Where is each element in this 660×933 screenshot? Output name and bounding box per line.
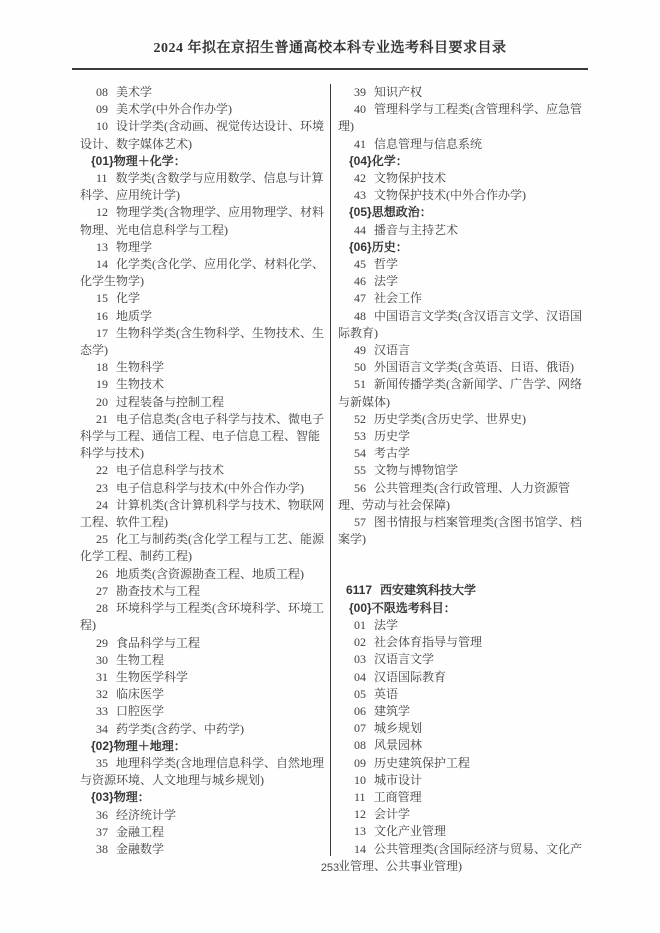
major-entry	[80, 101, 328, 118]
major-entry	[338, 273, 592, 290]
entry-code: 34	[96, 721, 108, 736]
entry-text: 汉语国际教育	[374, 669, 447, 684]
major-entry	[338, 806, 592, 823]
entry-code: 17	[96, 325, 108, 340]
entry-text: 文物与博物馆学	[374, 463, 459, 478]
major-entry	[80, 755, 328, 789]
entry-code: 21	[96, 411, 108, 426]
entry-code: 51	[354, 377, 366, 392]
major-entry	[338, 669, 592, 686]
major-entry	[338, 359, 592, 376]
section-heading	[338, 239, 592, 256]
entry-text: 图书情报与档案管理类(含图书馆学、档案学)	[338, 515, 582, 547]
entry-text: 电子信息科学与技术(中外合作办学)	[116, 480, 304, 495]
entry-code: 10	[96, 119, 108, 134]
entry-code: 12	[354, 807, 366, 822]
entry-text: {05}思想政治：	[349, 205, 432, 220]
entry-text: 化学类(含化学、应用化学、材料化学、化学生物学)	[80, 257, 324, 289]
entry-text: 法学	[374, 274, 399, 289]
entry-text: 知识产权	[374, 85, 423, 99]
entry-text: 电子信息类(含电子科学与技术、微电子科学与工程、通信工程、电子信息工程、智能科学与技术)	[80, 411, 324, 461]
entry-text: 临床医学	[116, 687, 165, 702]
entry-code: 49	[354, 343, 366, 358]
major-entry	[80, 824, 328, 841]
major-entry	[338, 342, 592, 359]
entry-code: 38	[96, 841, 108, 856]
entry-text: {03}物理：	[91, 790, 150, 805]
page-title: 2024 年拟在京招生普通高校本科专业选考科目要求目录	[153, 41, 507, 56]
major-entry	[80, 686, 328, 703]
section-heading	[338, 153, 592, 170]
entry-code: 57	[354, 515, 366, 530]
section-heading	[338, 204, 592, 221]
page-number: 253	[320, 862, 340, 874]
entry-code: 39	[354, 85, 366, 99]
entry-text: 经济统计学	[116, 807, 177, 822]
major-entry	[80, 170, 328, 204]
entry-text: 建筑学	[374, 703, 411, 718]
major-entry	[80, 394, 328, 411]
entry-code: 14	[354, 841, 366, 856]
entry-text: 环境科学与工程类(含环境科学、环境工程)	[80, 601, 324, 633]
entry-code: 55	[354, 463, 366, 478]
major-entry	[338, 617, 592, 634]
entry-text: 化学	[116, 291, 141, 306]
entry-code: 46	[354, 274, 366, 289]
entry-code: 06	[354, 703, 366, 718]
entry-text: 化工与制药类(含化学工程与工艺、能源化学工程、制药工程)	[80, 532, 324, 564]
entry-text: 历史建筑保护工程	[374, 755, 471, 770]
major-entry	[338, 462, 592, 479]
major-entry	[338, 376, 592, 410]
section-heading	[80, 789, 328, 806]
major-entry	[80, 635, 328, 652]
entry-code: 25	[96, 532, 108, 547]
entry-text: 外国语言文学类(含英语、日语、俄语)	[374, 360, 574, 375]
entry-code: 24	[96, 497, 108, 512]
entry-text: 社会体育指导与管理	[374, 635, 483, 650]
entry-text: 文物保护技术(中外合作办学)	[374, 188, 526, 203]
entry-code: 13	[96, 239, 108, 254]
major-entry	[338, 634, 592, 651]
major-entry	[338, 256, 592, 273]
major-entry	[338, 720, 592, 737]
entry-text: 药学类(含药学、中药学)	[116, 721, 244, 736]
section-heading	[338, 600, 592, 617]
entry-code: 08	[354, 738, 366, 753]
entry-text: 地质学	[116, 308, 153, 323]
entry-text: 地质类(含资源勘查工程、地质工程)	[116, 566, 304, 581]
entry-text: 考古学	[374, 446, 411, 461]
entry-code: 56	[354, 480, 366, 495]
entry-text: 数学类(含数学与应用数学、信息与计算科学、应用统计学)	[80, 171, 324, 203]
entry-text: {02}物理＋地理：	[91, 738, 186, 753]
entry-text: 地理科学类(含地理信息科学、自然地理与资源环境、人文地理与城乡规划)	[80, 755, 324, 788]
entry-text: 英语	[374, 686, 399, 701]
entry-text: 口腔医学	[116, 704, 165, 719]
entry-text: 会计学	[374, 807, 411, 822]
major-entry	[338, 187, 592, 204]
major-entry	[338, 789, 592, 806]
entry-code: 02	[354, 635, 366, 650]
entry-text: 生物技术	[116, 377, 165, 392]
entry-code: 14	[96, 257, 108, 272]
major-entry	[338, 755, 592, 772]
major-entry	[80, 669, 328, 686]
entry-text: 城市设计	[374, 772, 423, 787]
entry-code: 44	[354, 222, 366, 237]
entry-code: 19	[96, 377, 108, 392]
entry-code: 42	[354, 171, 366, 186]
major-entry	[80, 462, 328, 479]
major-entry	[338, 84, 592, 101]
entry-text: 文物保护技术	[374, 171, 447, 186]
major-entry	[338, 222, 592, 239]
entry-code: 50	[354, 360, 366, 375]
entry-code: 12	[96, 205, 108, 220]
entry-code: 37	[96, 824, 108, 839]
entry-text: 美术学(中外合作办学)	[116, 102, 232, 117]
entry-code: 09	[96, 102, 108, 117]
section-heading	[80, 738, 328, 755]
entry-code: 23	[96, 480, 108, 495]
major-entry	[80, 841, 328, 858]
entry-text: 汉语言	[374, 343, 411, 358]
entry-text: 法学	[374, 617, 399, 632]
entry-text: 金融数学	[116, 841, 165, 856]
entry-code: 6117	[346, 583, 373, 598]
major-entry	[80, 204, 328, 238]
major-entry	[80, 376, 328, 393]
entry-text: 计算机类(含计算机科学与技术、物联网工程、软件工程)	[80, 497, 324, 530]
entry-text: 汉语言文学	[374, 652, 435, 667]
major-entry	[338, 428, 592, 445]
entry-text: 生物科学类(含生物科学、生物技术、生态学)	[80, 325, 324, 358]
major-entry	[80, 118, 328, 152]
entry-text: 工商管理	[373, 789, 422, 804]
major-entry	[338, 514, 592, 548]
major-entry	[80, 531, 328, 565]
entry-text: 公共管理类(含国际经济与贸易、文化产业管理、公共事业管理)	[338, 841, 582, 873]
entry-code: 08	[96, 85, 108, 99]
entry-code: 47	[354, 291, 366, 306]
major-entry	[338, 445, 592, 462]
entry-text: {04}化学：	[349, 153, 408, 168]
entry-code: 26	[96, 566, 108, 581]
entry-code: 18	[96, 360, 108, 375]
entry-code: 05	[354, 686, 366, 701]
entry-code: 40	[354, 102, 366, 117]
entry-text: 信息管理与信息系统	[374, 136, 483, 151]
entry-code: 52	[354, 411, 366, 426]
entry-code: 16	[96, 308, 108, 323]
entry-code: 07	[354, 721, 366, 736]
entry-code: 35	[96, 755, 108, 770]
entry-text: 城乡规划	[374, 721, 423, 736]
major-entry	[338, 651, 592, 668]
entry-code: 33	[96, 704, 108, 719]
entry-text: 电子信息科学与技术	[116, 463, 225, 478]
entry-text: 哲学	[374, 257, 399, 272]
entry-text: 历史学类(含历史学、世界史)	[374, 411, 526, 426]
right-column	[338, 84, 592, 875]
entry-code: 54	[354, 446, 366, 461]
entry-text: 西安建筑科技大学	[380, 583, 477, 598]
entry-text: 物理学	[116, 239, 153, 254]
major-entry	[338, 290, 592, 307]
major-entry	[338, 136, 592, 153]
entry-code: 28	[96, 601, 108, 616]
entry-text: 过程装备与控制工程	[116, 394, 225, 409]
entry-code: 27	[96, 583, 108, 598]
left-column	[80, 84, 328, 858]
entry-text: 生物工程	[116, 652, 165, 667]
major-entry	[338, 480, 592, 514]
major-entry	[80, 566, 328, 583]
entry-code: 20	[96, 394, 108, 409]
major-entry	[80, 239, 328, 256]
major-entry	[338, 703, 592, 720]
entry-text: 物理学类(含物理学、应用物理学、材料物理、光电信息科学与工程)	[80, 205, 324, 237]
entry-text: 美术学	[116, 85, 153, 99]
major-entry	[80, 497, 328, 531]
entry-code: 01	[354, 617, 366, 632]
entry-code: 45	[354, 257, 366, 272]
entry-text: 食品科学与工程	[116, 635, 201, 650]
entry-text: {06}历史：	[349, 239, 408, 254]
major-entry	[80, 325, 328, 359]
entry-code: 15	[96, 291, 108, 306]
major-entry	[80, 411, 328, 463]
major-entry	[338, 411, 592, 428]
entry-code: 13	[354, 824, 366, 839]
entry-text: 勘查技术与工程	[116, 583, 201, 598]
entry-text: {00}不限选考科目：	[349, 600, 456, 615]
major-entry	[338, 772, 592, 789]
major-entry	[80, 703, 328, 720]
entry-code: 41	[354, 136, 366, 151]
major-entry	[80, 480, 328, 497]
major-entry	[80, 308, 328, 325]
entry-code: 22	[96, 463, 108, 478]
entry-code: 03	[354, 652, 366, 667]
entry-code: 43	[354, 188, 366, 203]
major-entry	[338, 686, 592, 703]
section-heading	[80, 153, 328, 170]
entry-text: 文化产业管理	[374, 824, 447, 839]
entry-text: 历史学	[374, 429, 411, 444]
entry-code: 32	[96, 687, 108, 702]
major-entry	[80, 807, 328, 824]
entry-code: 31	[96, 669, 108, 684]
entry-code: 11	[354, 789, 366, 804]
major-entry	[80, 256, 328, 290]
entry-code: 30	[96, 652, 108, 667]
entry-text: 新闻传播学类(含新闻学、广告学、网络与新媒体)	[338, 377, 582, 409]
entry-text: 生物医学科学	[116, 669, 189, 684]
header-rule	[72, 68, 588, 70]
major-entry	[80, 359, 328, 376]
entry-text: 播音与主持艺术	[374, 222, 459, 237]
column-divider	[330, 84, 331, 856]
major-entry	[338, 737, 592, 754]
entry-code: 11	[96, 171, 108, 186]
major-entry	[338, 823, 592, 840]
entry-code: 10	[354, 772, 366, 787]
entry-text: 风景园林	[374, 738, 423, 753]
major-entry	[80, 600, 328, 634]
entry-code: 53	[354, 429, 366, 444]
entry-code: 48	[354, 308, 366, 323]
entry-text: 生物科学	[116, 360, 165, 375]
entry-text: 金融工程	[116, 824, 165, 839]
university-heading	[338, 582, 592, 599]
major-entry	[338, 170, 592, 187]
entry-text: 设计学类(含动画、视觉传达设计、环境设计、数字媒体艺术)	[80, 119, 324, 151]
major-entry	[80, 583, 328, 600]
entry-text: {01}物理＋化学：	[91, 153, 186, 168]
major-entry	[338, 101, 592, 135]
major-entry	[80, 290, 328, 307]
major-entry	[80, 721, 328, 738]
entry-text: 社会工作	[374, 291, 423, 306]
entry-text: 公共管理类(含行政管理、人力资源管理、劳动与社会保障)	[338, 480, 570, 512]
major-entry	[80, 84, 328, 101]
major-entry	[80, 652, 328, 669]
entry-code: 29	[96, 635, 108, 650]
major-entry	[338, 308, 592, 342]
entry-code: 36	[96, 807, 108, 822]
entry-text: 中国语言文学类(含汉语言文学、汉语国际教育)	[338, 308, 582, 340]
entry-text: 管理科学与工程类(含管理科学、应急管理)	[338, 102, 582, 134]
entry-code: 09	[354, 755, 366, 770]
entry-code: 04	[354, 669, 366, 684]
